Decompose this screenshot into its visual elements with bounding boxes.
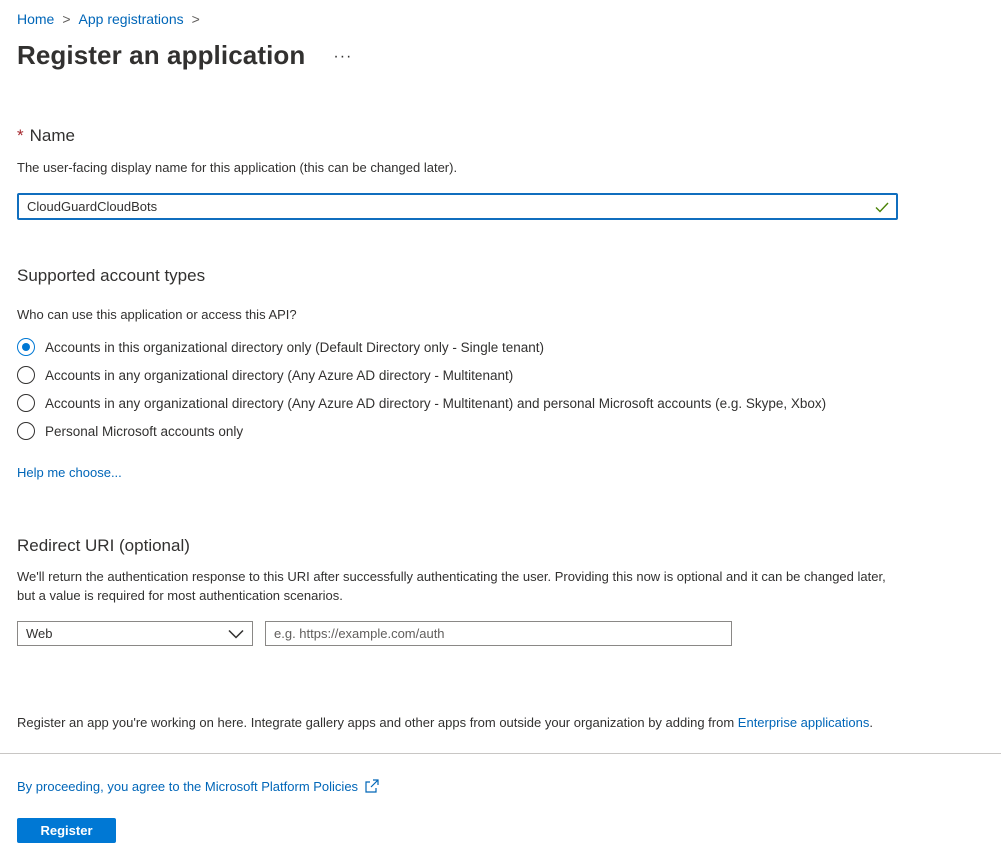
more-options-icon[interactable]: ··· [333,47,353,65]
platform-select-value: Web [26,626,53,641]
radio-label: Personal Microsoft accounts only [45,423,244,439]
register-note [17,713,873,732]
account-type-option-single-tenant[interactable] [17,333,826,361]
checkmark-icon [872,197,892,217]
breadcrumb [17,11,208,27]
name-input[interactable] [19,199,872,214]
name-field[interactable] [17,193,898,220]
name-label-text: Name [29,126,75,145]
breadcrumb-home-link[interactable]: Home [17,11,55,27]
radio-button-selected[interactable] [17,338,35,356]
account-types-heading: Supported account types [17,266,206,285]
breadcrumb-separator: > [191,11,200,27]
policy-row [17,778,380,794]
register-button[interactable]: Register [17,818,116,843]
breadcrumb-app-registrations-link[interactable]: App registrations [78,11,184,27]
platform-select[interactable] [17,621,253,646]
enterprise-applications-link[interactable]: Enterprise applications [737,715,870,730]
redirect-uri-heading: Redirect URI (optional) [17,536,190,555]
register-note-end: . [869,715,873,730]
register-note-text: Register an app you're working on here. Integrate gallery apps and other apps from outside your organization by adding from [17,715,738,730]
radio-label: Accounts in this organizational directory only (Default Directory only - Single tenant) [45,339,544,355]
name-label [17,126,75,146]
radio-button[interactable] [17,422,35,440]
redirect-uri-field[interactable] [265,621,732,646]
account-types-question: Who can use this application or access this API? [17,307,297,322]
footer-divider [0,753,1001,754]
radio-button[interactable] [17,366,35,384]
account-type-option-multitenant[interactable] [17,361,826,389]
redirect-uri-description: We'll return the authentication response to this URI after successfully authenticating the user. Providing this now is optional and it can be changed later, but a value is required for most authentication scenarios. [17,569,886,603]
external-link-icon[interactable] [364,778,380,794]
required-asterisk: * [17,126,24,145]
help-me-choose-link[interactable]: Help me choose... [17,465,122,480]
account-type-option-personal-only[interactable] [17,417,826,445]
breadcrumb-separator: > [62,11,71,27]
name-description: The user-facing display name for this application (this can be changed later). [17,160,458,175]
chevron-down-icon [228,629,244,639]
page-title: Register an application [17,40,306,70]
account-type-option-multitenant-personal[interactable] [17,389,826,417]
account-type-radio-group [17,333,826,445]
radio-label: Accounts in any organizational directory (Any Azure AD directory - Multitenant) and personal Microsoft accounts (e.g. Skype, Xbox) [45,395,827,411]
title-row [17,40,352,71]
redirect-uri-input[interactable] [266,622,731,645]
radio-label: Accounts in any organizational directory (Any Azure AD directory - Multitenant) [45,367,514,383]
platform-policies-link[interactable]: By proceeding, you agree to the Microsoft Platform Policies [17,778,359,794]
radio-button[interactable] [17,394,35,412]
